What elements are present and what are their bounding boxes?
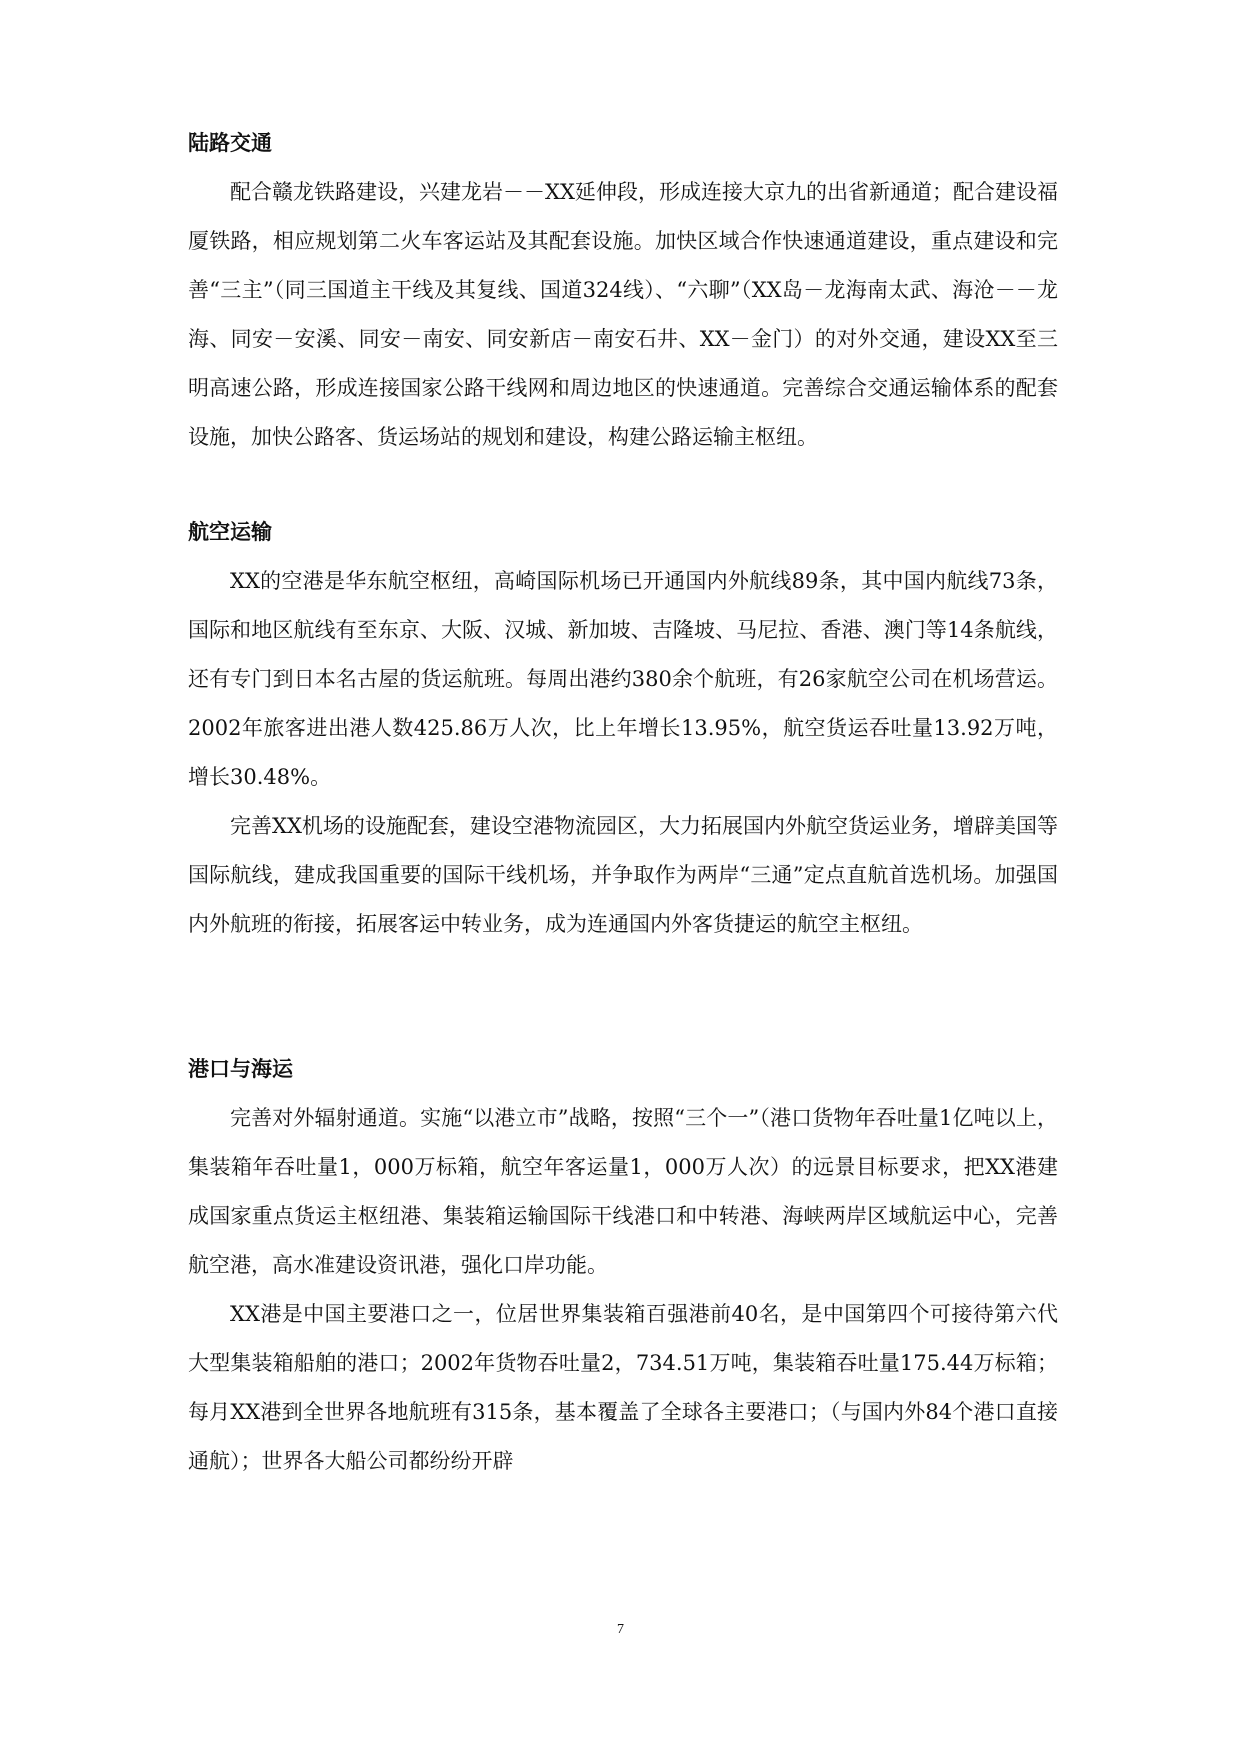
section-spacer xyxy=(188,949,1058,1044)
paragraph-air-transport-2: 完善XX机场的设施配套，建设空港物流园区，大力拓展国内外航空货运业务，增辟美国等国际航线，建成我国重要的国际干线机场，并争取作为两岸“三通”定点直航首选机场。加强国内外航班的衔接，拓展客运中转业务，成为连通国内外客货捷运的航空主枢纽。 xyxy=(188,814,1058,936)
section-heading-port-shipping: 港口与海运 xyxy=(188,1057,293,1081)
paragraph-air-transport-1: XX的空港是华东航空枢纽，高崎国际机场已开通国内外航线89条，其中国内航线73条，国际和地区航线有至东京、大阪、汉城、新加坡、吉隆坡、马尼拉、香港、澳门等14条航线，还有专门到日本名古屋的货运航班。每周出港约380余个航班，有26家航空公司在机场营运。2002年旅客进出港人数425.86万人次，比上年增长13.95%，航空货运吞吐量13.92万吨，增长30.48%。 xyxy=(188,569,1058,789)
section-spacer xyxy=(188,462,1058,507)
page-number: 7 xyxy=(617,1622,624,1637)
document-page xyxy=(188,118,1058,1486)
paragraph-port-shipping-1: 完善对外辐射通道。实施“以港立市”战略，按照“三个一”（港口货物年吞吐量1亿吨以上，集装箱年吞吐量1，000万标箱，航空年客运量1，000万人次）的远景目标要求，把XX港建成国家重点货运主枢纽港、集装箱运输国际干线港口和中转港、海峡两岸区域航运中心，完善航空港，高水准建设资讯港，强化口岸功能。 xyxy=(188,1106,1058,1277)
paragraph-land-transport-1: 配合赣龙铁路建设，兴建龙岩－－XX延伸段，形成连接大京九的出省新通道；配合建设福厦铁路，相应规划第二火车客运站及其配套设施。加快区域合作快速通道建设，重点建设和完善“三主”（同三国道主干线及其复线、国道324线）、“六聊”（XX岛－龙海南太武、海沧－－龙海、同安－安溪、同安－南安、同安新店－南安石井、XX－金门）的对外交通，建设XX至三明高速公路，形成连接国家公路干线网和周边地区的快速通道。完善综合交通运输体系的配套设施，加快公路客、货运场站的规划和建设，构建公路运输主枢纽。 xyxy=(188,180,1058,449)
paragraph-port-shipping-2: XX港是中国主要港口之一，位居世界集装箱百强港前40名，是中国第四个可接待第六代大型集装箱船舶的港口；2002年货物吞吐量2，734.51万吨，集装箱吞吐量175.44万标箱；每月XX港到全世界各地航班有315条，基本覆盖了全球各主要港口；（与国内外84个港口直接通航）；世界各大船公司都纷纷开辟 xyxy=(188,1302,1058,1473)
section-heading-air-transport: 航空运输 xyxy=(188,520,272,544)
section-heading-land-transport: 陆路交通 xyxy=(188,131,272,155)
